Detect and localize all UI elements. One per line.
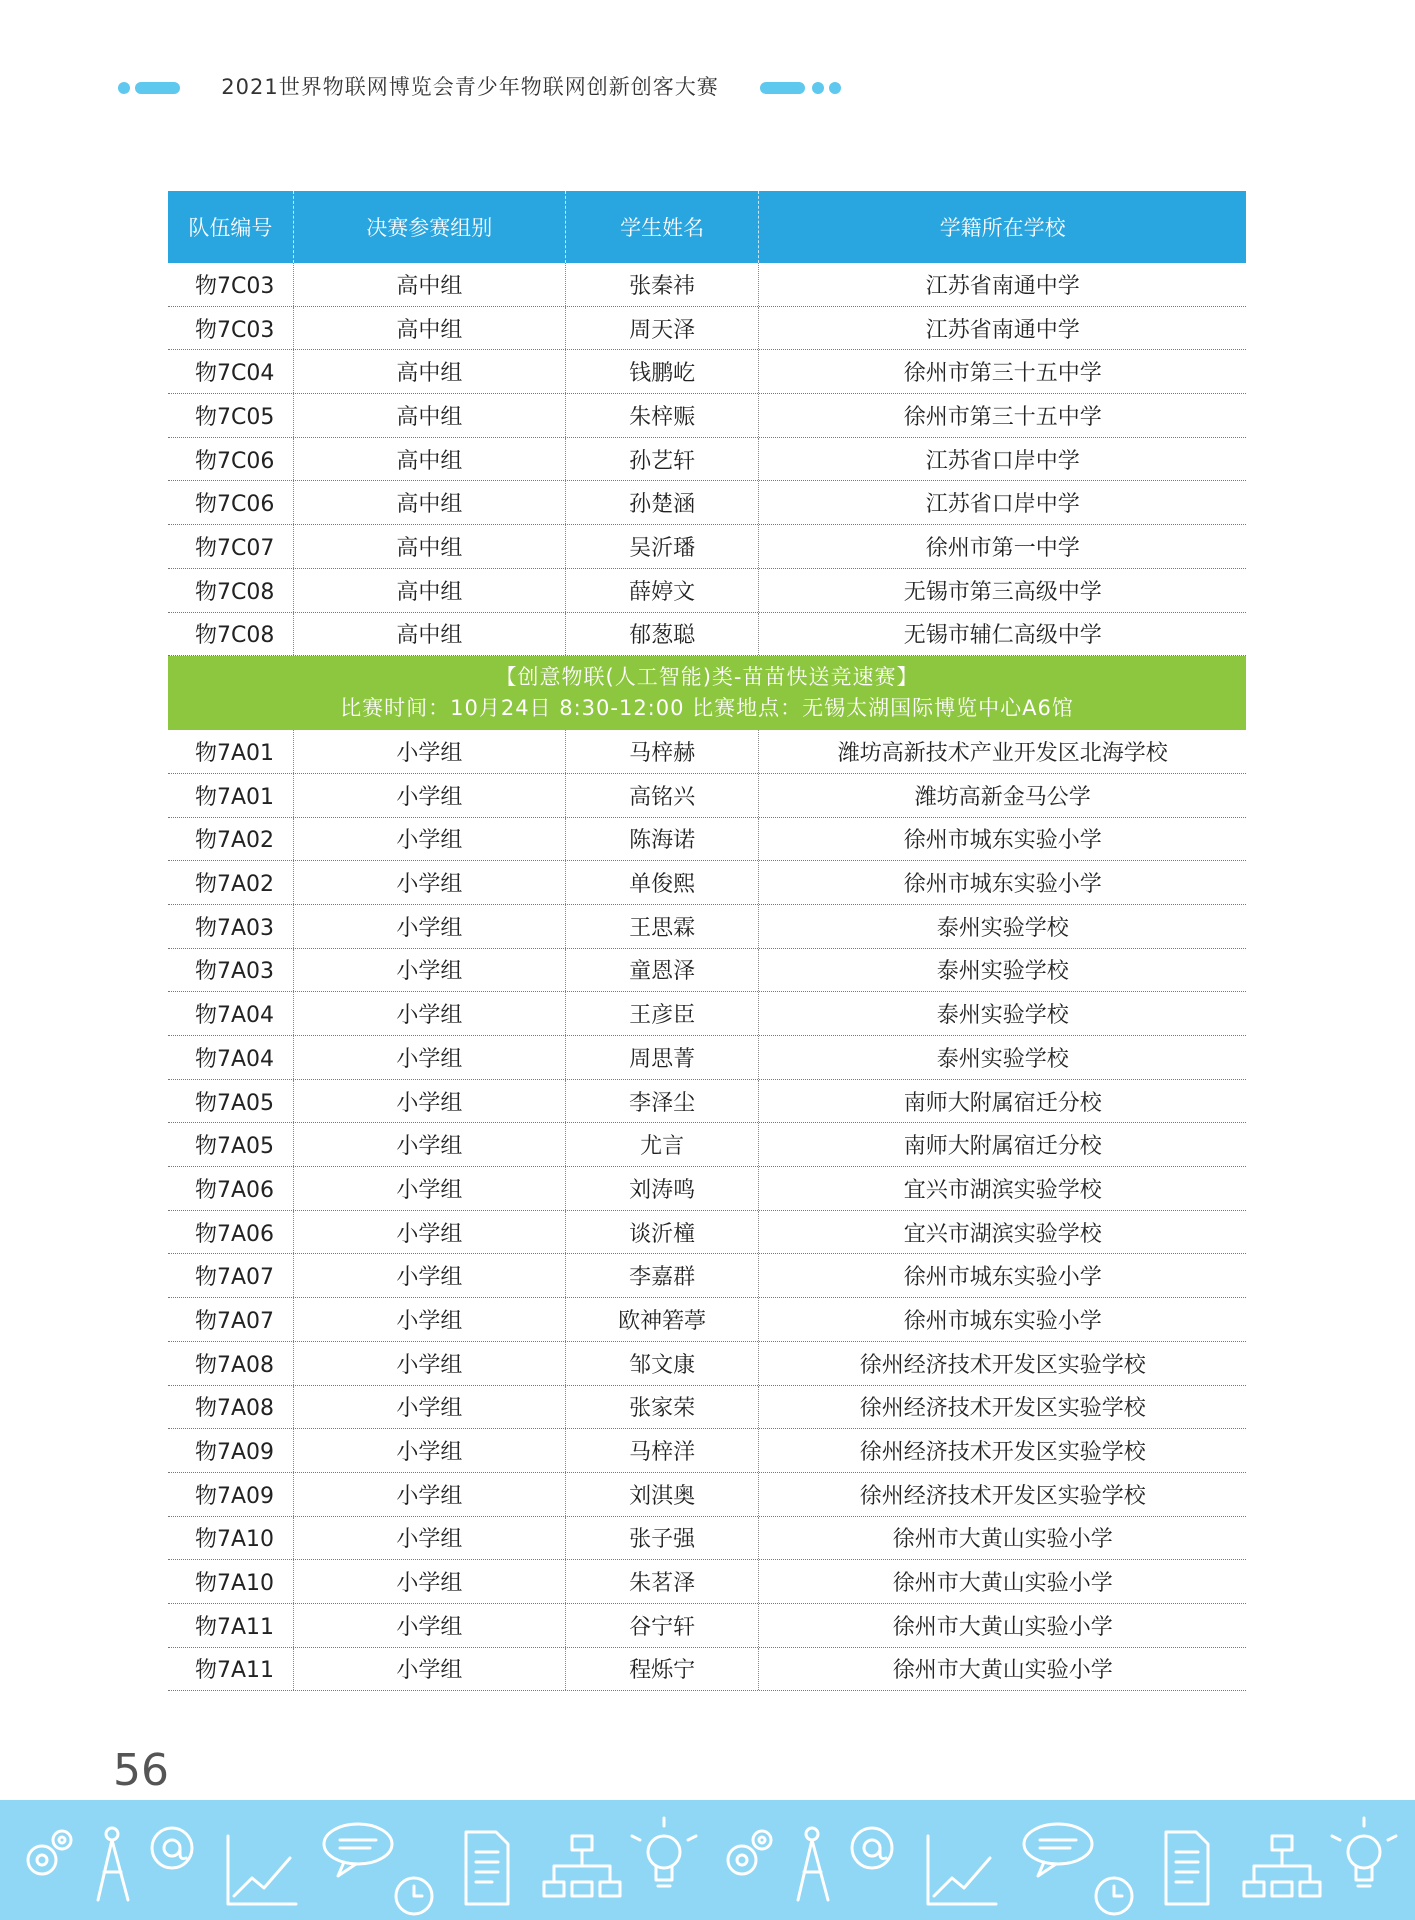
team-id-cell: 物7A03 xyxy=(168,905,294,948)
school-cell: 泰州实验学校 xyxy=(936,915,1069,941)
table-row xyxy=(168,1386,1246,1430)
team-id-cell: 物7A03 xyxy=(168,949,294,992)
header-title: 2021世界物联网博览会青少年物联网创新创客大赛 xyxy=(221,75,719,99)
team-id-cell: 物7C08 xyxy=(168,569,294,612)
table-row xyxy=(168,1429,1246,1473)
speech-bubble-icon xyxy=(324,1824,392,1876)
page-number: 56 xyxy=(113,1745,169,1796)
team-id-cell: 物7A04 xyxy=(168,1036,294,1079)
group-cell: 小学组 xyxy=(294,861,566,904)
table-row xyxy=(168,481,1246,525)
school-cell: 徐州市第三十五中学 xyxy=(903,361,1102,387)
flowchart-icon xyxy=(544,1836,620,1896)
school-cell: 潍坊高新金马公学 xyxy=(914,784,1091,810)
team-id-cell: 物7C07 xyxy=(168,525,294,568)
table-body-top xyxy=(168,263,1246,656)
student-name-cell: 吴沂璠 xyxy=(566,525,759,568)
table-row xyxy=(168,774,1246,818)
team-id-cell: 物7A07 xyxy=(168,1298,294,1341)
team-id-cell: 物7A09 xyxy=(168,1473,294,1516)
group-cell: 高中组 xyxy=(294,569,566,612)
team-id-cell: 物7C03 xyxy=(168,263,294,306)
school-cell: 无锡市第三高级中学 xyxy=(903,579,1102,605)
column-header-school: 学籍所在学校 xyxy=(939,216,1066,240)
student-name-cell: 薛婷文 xyxy=(566,569,759,612)
table-row xyxy=(168,730,1246,774)
group-cell: 小学组 xyxy=(294,730,566,773)
student-name-cell: 钱鹏屹 xyxy=(566,350,759,393)
student-name-cell: 谈沂橦 xyxy=(566,1211,759,1254)
student-name-cell: 孙楚涵 xyxy=(566,481,759,524)
team-id-cell: 物7A02 xyxy=(168,861,294,904)
school-cell: 宜兴市湖滨实验学校 xyxy=(903,1177,1102,1203)
page-header xyxy=(0,72,1415,102)
document-icon xyxy=(466,1832,508,1904)
team-id-cell: 物7C06 xyxy=(168,481,294,524)
line-chart-icon xyxy=(228,1836,296,1904)
gear-icon xyxy=(28,1831,71,1874)
student-name-cell: 李嘉群 xyxy=(566,1254,759,1297)
school-cell: 江苏省南通中学 xyxy=(925,317,1080,343)
team-id-cell: 物7A05 xyxy=(168,1080,294,1123)
school-cell: 徐州市大黄山实验小学 xyxy=(892,1527,1113,1553)
table-row xyxy=(168,949,1246,993)
student-name-cell: 谷宁轩 xyxy=(566,1604,759,1647)
table-header xyxy=(168,191,1246,263)
compass-icon xyxy=(98,1828,128,1900)
student-name-cell: 朱茗泽 xyxy=(566,1560,759,1603)
group-cell: 小学组 xyxy=(294,949,566,992)
group-cell: 小学组 xyxy=(294,1298,566,1341)
category-band-schedule: 比赛时间：10月24日 8:30-12:00 比赛地点：无锡太湖国际博览中心A6馆 xyxy=(340,696,1074,721)
student-name-cell: 李泽尘 xyxy=(566,1080,759,1123)
student-name-cell: 张秦祎 xyxy=(566,263,759,306)
student-name-cell: 王思霖 xyxy=(566,905,759,948)
table-row xyxy=(168,1123,1246,1167)
school-cell: 徐州市城东实验小学 xyxy=(903,872,1102,898)
group-cell: 小学组 xyxy=(294,1604,566,1647)
table-row xyxy=(168,1604,1246,1648)
team-id-cell: 物7A08 xyxy=(168,1342,294,1385)
student-name-cell: 高铭兴 xyxy=(566,774,759,817)
school-cell: 徐州经济技术开发区实验学校 xyxy=(859,1483,1146,1509)
school-cell: 江苏省口岸中学 xyxy=(925,492,1080,518)
team-id-cell: 物7A11 xyxy=(168,1648,294,1691)
school-cell: 徐州市大黄山实验小学 xyxy=(892,1571,1113,1597)
table-row xyxy=(168,905,1246,949)
school-cell: 南师大附属宿迁分校 xyxy=(903,1090,1102,1116)
table-row xyxy=(168,1517,1246,1561)
team-id-cell: 物7C05 xyxy=(168,394,294,437)
school-cell: 徐州市城东实验小学 xyxy=(903,1265,1102,1291)
student-name-cell: 程烁宁 xyxy=(566,1648,759,1691)
team-id-cell: 物7A05 xyxy=(168,1123,294,1166)
school-cell: 江苏省口岸中学 xyxy=(925,448,1080,474)
category-band-title: 【创意物联(人工智能)类-苗苗快送竞速赛】 xyxy=(495,665,919,690)
student-name-cell: 尤言 xyxy=(566,1123,759,1166)
footer-band xyxy=(0,1800,1415,1920)
school-cell: 江苏省南通中学 xyxy=(925,273,1080,299)
table-row xyxy=(168,394,1246,438)
school-cell: 徐州市第三十五中学 xyxy=(903,404,1102,430)
lightbulb-icon xyxy=(1332,1818,1396,1886)
group-cell: 小学组 xyxy=(294,1123,566,1166)
school-cell: 泰州实验学校 xyxy=(936,1046,1069,1072)
table-row xyxy=(168,1211,1246,1255)
team-id-cell: 物7A10 xyxy=(168,1517,294,1560)
table-row xyxy=(168,1473,1246,1517)
team-id-cell: 物7C04 xyxy=(168,350,294,393)
school-cell: 徐州市第一中学 xyxy=(925,535,1080,561)
student-name-cell: 张家荣 xyxy=(566,1386,759,1429)
team-id-cell: 物7A10 xyxy=(168,1560,294,1603)
group-cell: 高中组 xyxy=(294,350,566,393)
school-cell: 泰州实验学校 xyxy=(936,959,1069,985)
group-cell: 小学组 xyxy=(294,992,566,1035)
group-cell: 小学组 xyxy=(294,818,566,861)
column-header-student-name: 学生姓名 xyxy=(566,191,759,263)
line-chart-icon xyxy=(928,1836,996,1904)
school-cell: 南师大附属宿迁分校 xyxy=(903,1134,1102,1160)
student-name-cell: 童恩泽 xyxy=(566,949,759,992)
team-id-cell: 物7A08 xyxy=(168,1386,294,1429)
team-id-cell: 物7A01 xyxy=(168,730,294,773)
school-cell: 徐州市大黄山实验小学 xyxy=(892,1658,1113,1684)
school-cell: 徐州经济技术开发区实验学校 xyxy=(859,1352,1146,1378)
group-cell: 高中组 xyxy=(294,394,566,437)
student-name-cell: 欧神箬葶 xyxy=(566,1298,759,1341)
document-icon xyxy=(1166,1832,1208,1904)
student-name-cell: 周思菁 xyxy=(566,1036,759,1079)
student-name-cell: 张子强 xyxy=(566,1517,759,1560)
results-table xyxy=(168,191,1246,1691)
header-pill-right xyxy=(760,82,805,94)
lightbulb-icon xyxy=(632,1818,696,1886)
table-row xyxy=(168,613,1246,657)
at-sign-icon xyxy=(152,1828,192,1868)
table-row xyxy=(168,1298,1246,1342)
table-row xyxy=(168,438,1246,482)
group-cell: 小学组 xyxy=(294,1473,566,1516)
group-cell: 小学组 xyxy=(294,1036,566,1079)
table-row xyxy=(168,1254,1246,1298)
clock-icon xyxy=(396,1878,432,1914)
team-id-cell: 物7A09 xyxy=(168,1429,294,1472)
school-cell: 宜兴市湖滨实验学校 xyxy=(903,1221,1102,1247)
school-cell: 徐州市城东实验小学 xyxy=(903,828,1102,854)
table-row xyxy=(168,1036,1246,1080)
table-row xyxy=(168,818,1246,862)
group-cell: 高中组 xyxy=(294,525,566,568)
group-cell: 小学组 xyxy=(294,1342,566,1385)
school-cell: 徐州市城东实验小学 xyxy=(903,1308,1102,1334)
header-dot-right-2 xyxy=(829,82,841,94)
table-row xyxy=(168,525,1246,569)
column-header-team-id: 队伍编号 xyxy=(168,191,294,263)
compass-icon xyxy=(798,1828,828,1900)
group-cell: 小学组 xyxy=(294,1211,566,1254)
group-cell: 小学组 xyxy=(294,1386,566,1429)
student-name-cell: 邹文康 xyxy=(566,1342,759,1385)
student-name-cell: 马梓洋 xyxy=(566,1429,759,1472)
team-id-cell: 物7A04 xyxy=(168,992,294,1035)
student-name-cell: 马梓赫 xyxy=(566,730,759,773)
table-row xyxy=(168,1648,1246,1692)
table-body-bottom xyxy=(168,730,1246,1691)
group-cell: 小学组 xyxy=(294,1167,566,1210)
team-id-cell: 物7C08 xyxy=(168,613,294,656)
student-name-cell: 朱梓赈 xyxy=(566,394,759,437)
flowchart-icon xyxy=(1244,1836,1320,1896)
table-row xyxy=(168,992,1246,1036)
table-row xyxy=(168,1342,1246,1386)
team-id-cell: 物7A06 xyxy=(168,1167,294,1210)
team-id-cell: 物7A02 xyxy=(168,818,294,861)
group-cell: 高中组 xyxy=(294,481,566,524)
table-row xyxy=(168,1080,1246,1124)
team-id-cell: 物7A11 xyxy=(168,1604,294,1647)
group-cell: 小学组 xyxy=(294,905,566,948)
school-cell: 徐州市大黄山实验小学 xyxy=(892,1614,1113,1640)
group-cell: 高中组 xyxy=(294,613,566,656)
category-band xyxy=(168,656,1246,730)
group-cell: 小学组 xyxy=(294,1560,566,1603)
header-dot-right-1 xyxy=(812,82,824,94)
student-name-cell: 周天泽 xyxy=(566,307,759,350)
table-row xyxy=(168,350,1246,394)
group-cell: 小学组 xyxy=(294,1254,566,1297)
team-id-cell: 物7A07 xyxy=(168,1254,294,1297)
header-dot-left xyxy=(118,82,130,94)
group-cell: 高中组 xyxy=(294,307,566,350)
table-row xyxy=(168,307,1246,351)
group-cell: 小学组 xyxy=(294,1648,566,1691)
group-cell: 高中组 xyxy=(294,263,566,306)
at-sign-icon xyxy=(852,1828,892,1868)
group-cell: 高中组 xyxy=(294,438,566,481)
school-cell: 无锡市辅仁高级中学 xyxy=(903,623,1102,649)
group-cell: 小学组 xyxy=(294,1080,566,1123)
table-row xyxy=(168,569,1246,613)
student-name-cell: 单俊熙 xyxy=(566,861,759,904)
table-row xyxy=(168,861,1246,905)
team-id-cell: 物7C03 xyxy=(168,307,294,350)
student-name-cell: 刘涛鸣 xyxy=(566,1167,759,1210)
student-name-cell: 王彦臣 xyxy=(566,992,759,1035)
student-name-cell: 陈海诺 xyxy=(566,818,759,861)
speech-bubble-icon xyxy=(1024,1824,1092,1876)
student-name-cell: 孙艺轩 xyxy=(566,438,759,481)
table-row xyxy=(168,1560,1246,1604)
student-name-cell: 郁葱聪 xyxy=(566,613,759,656)
school-cell: 徐州经济技术开发区实验学校 xyxy=(859,1440,1146,1466)
group-cell: 小学组 xyxy=(294,1517,566,1560)
header-pill-left xyxy=(135,82,180,94)
school-cell: 徐州经济技术开发区实验学校 xyxy=(859,1396,1146,1422)
clock-icon xyxy=(1096,1878,1132,1914)
student-name-cell: 刘淇奥 xyxy=(566,1473,759,1516)
column-header-group: 决赛参赛组别 xyxy=(294,191,566,263)
table-row xyxy=(168,263,1246,307)
team-id-cell: 物7C06 xyxy=(168,438,294,481)
team-id-cell: 物7A01 xyxy=(168,774,294,817)
gear-icon xyxy=(728,1831,771,1874)
school-cell: 潍坊高新技术产业开发区北海学校 xyxy=(837,741,1168,767)
table-row xyxy=(168,1167,1246,1211)
group-cell: 小学组 xyxy=(294,1429,566,1472)
school-cell: 泰州实验学校 xyxy=(936,1003,1069,1029)
group-cell: 小学组 xyxy=(294,774,566,817)
team-id-cell: 物7A06 xyxy=(168,1211,294,1254)
